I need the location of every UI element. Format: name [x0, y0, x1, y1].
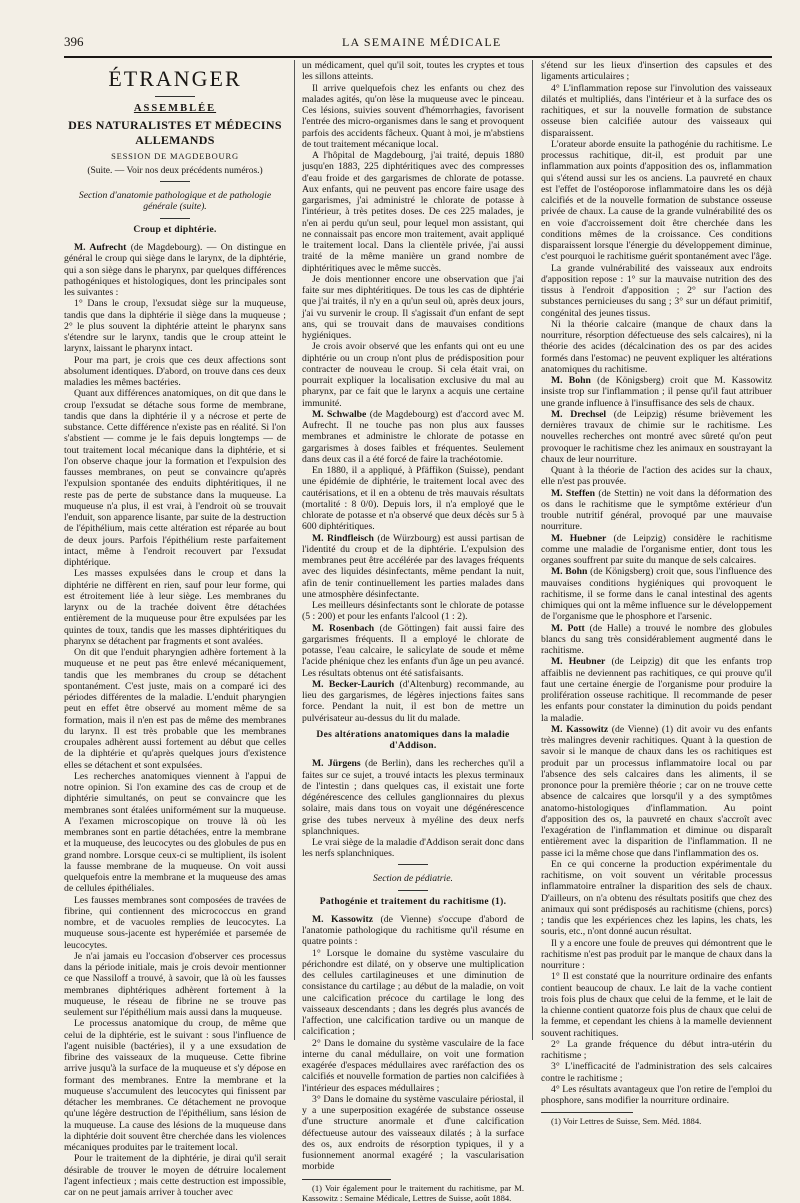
paragraph-text: (de Stettin) ne voit dans la déformation des os dans le rachitisme que le symptôme extérieur d'un trouble nutritif général, provoqué par une mauvaise nourriture.	[541, 487, 772, 533]
paragraph: Il arrive quelquefois chez les enfants ou chez des malades agités, qu'on lèse la muqueuse avec le pinceau. Ces lésions, suivies souvent d'hémorrhagies, favorisent l'entrée des micro-organismes dans le sang et provoquent parfois des accidents fâcheux. Quant à moi, je m'abstiens de tout traitement mécanique local.	[302, 82, 524, 150]
paragraph	[302, 758, 524, 837]
paragraph: 3° L'inefficacité de l'administration des sels calcaires contre le rachitisme ;	[541, 1061, 772, 1084]
paragraph: 3° Dans le domaine du système vasculaire périostal, il y a une superposition exagérée de substance osseuse d'une structure anormale et d'une calcification défectueuse autour des vaisseaux dilatés ; à la surface des os, aux endroits de résorption typiques, il y a fusionnement anormal exagéré ; la vascularisation morbide	[302, 1093, 524, 1173]
paragraph: 1° Dans le croup, l'exsudat siège sur la muqueuse, tandis que dans la diphtérie il siège dans la muqueuse ; 2° le plus souvent la diphtérie atteint le pharynx sans s'étendre sur le larynx, tandis que le croup atteint le larynx, laissant le pharynx intact.	[64, 298, 286, 355]
paragraph	[541, 656, 772, 724]
paragraph: Les masses expulsées dans le croup et dans la diphtérie ne diffèrent en rien, sauf pour leur forme, qui est étroitement liée à leur siège. Les membranes du larynx ou de la trachée doivent être détachées entièrement de la muqueuse pour être expulsées par les quintes de toux, tandis que les masses diphtéritiques du pharynx se détachent par fragments et sont avalées.	[64, 568, 286, 647]
paragraph-text: (de Vienne) (1) dit avoir vu des enfants très malingres devenir rachitiques. Quant à la question de savoir si le manque de chaux dans les os rachitiques est produit par un processus inflammatoire local ou par l'absence des sels calcaires dans les aliments, il se prononce pour la première théorie ; car on ne trouve cette absence de calcaires que lorsqu'il y a des symptômes anatomo-histologiques d'inflammation. Au point d'apposition des os, la pauvreté en chaux s'accroît avec l'exagération de l'inflammation et diminue ou disparaît entièrement avec la disparition de l'inflammation. Il ne passe ici la même chose que dans l'inflammation des os.	[541, 723, 772, 859]
paragraph: 2° La grande fréquence du début intra-utérin du rachitisme ;	[541, 1038, 772, 1061]
paragraph: On dit que l'enduit pharyngien adhère fortement à la muqueuse et ne peut pas être enlevé mécaniquement, tandis que les membranes du croup se détachent spontanément. C'est juste, mais on a comparé ici des périodes différentes de la maladie. L'enduit pharyngien peut en effet être observé au moment même de sa formation, mais il n'en est pas de même des membranes du larynx. Il est très probable que les membranes croupales adhèrent aussi fortement au début que celles de la diphtérie et qu'après quelques jours d'existence elles se détachent et sont expulsées.	[64, 647, 286, 771]
suite-line: (Suite. — Voir nos deux précédents numéros.)	[87, 165, 263, 176]
assembly-name: DES NATURALISTES ET MÉDECINS ALLEMANDS	[68, 118, 282, 148]
paragraph	[302, 679, 524, 724]
paragraph-text: (de Vienne) s'occupe d'abord de l'anatomie pathologique du rachitisme qu'il résume en quatre points :	[302, 913, 524, 948]
paragraph	[302, 914, 524, 948]
section-rule	[155, 96, 195, 97]
paragraph-text: (de Königsberg) croit que M. Kassowitz insiste trop sur l'inflammation ; il pense qu'il faut attribuer une grande influence à l'insuffisance des sels de chaux.	[541, 375, 772, 409]
page-number: 396	[64, 34, 84, 49]
paragraph: 1° Lorsque le domaine du système vasculaire du périchondre est dilaté, on y observe une multiplication des cellules cartilagineuses et une diminution de consistance du cartilage ; au début de la maladie, on voit une calcification précoce du cartilage le long des vaisseaux descendants ; dans les degrés plus avancés de l'affection, une calcification tardive ou un manque de calcification ;	[302, 947, 524, 1038]
paragraph-text: (de Königsberg) croit que, sous l'influence des mauvaises conditions hygiéniques qui provoquent le rachitisme, il se forme dans le canal intestinal des agents chimiques qui ont la même influence sur le développement de l'organisme que le phosphore et l'arsenic.	[541, 566, 772, 623]
speaker-name: M. Becker-Laurich	[312, 678, 395, 690]
speaker-name: M. Huebner	[551, 532, 607, 544]
paragraph: Il y a encore une foule de preuves qui démontrent que le rachitisme n'est pas produit par le manque de chaux dans la nourriture :	[541, 937, 772, 971]
paragraph	[64, 242, 286, 298]
section-heading: Section de pédiatrie.	[373, 872, 453, 884]
paragraph	[541, 566, 772, 622]
column-divider	[294, 60, 295, 1040]
footnote: (1) Voir également pour le traitement du rachitisme, par M. Kassowitz : Semaine Médicale, Lettres de Suisse, août 1884.	[302, 1182, 524, 1203]
column-3	[541, 60, 773, 1127]
paragraph: Ni la théorie calcaire (manque de chaux dans la nourriture, résorption défectueuse des sels calcaires), ni la théorie des acides (décalcination des os par des acides formés dans l'estomac) ne peuvent expliquer les altérations anatomiques du rachitisme.	[541, 318, 772, 375]
paragraph	[541, 488, 772, 533]
speaker-name: M. Schwalbe	[312, 408, 367, 420]
session-line: SESSION DE MAGDEBOURG	[111, 151, 239, 162]
paragraph: Je n'ai jamais eu l'occasion d'observer ces processus dans la période initiale, mais je crois devoir mentionner ce que Nassiloff a trouvé, à savoir, que là où les fausses membranes diphtériques adhèrent fortement à la muqueuse, le réseau de fibrine ne se trouve pas seulement sur l'épithélium mais aussi dans la muqueuse.	[64, 950, 286, 1018]
speaker-name: M. Rindfleisch	[312, 532, 374, 544]
paragraph-text: (de Magdebourg). — On distingue en général le croup qui siège dans le larynx, de la diphtérie, qui a son siège dans le pharynx, par quelques différences pathogéniques et histologiques, dont les principales sont les suivantes :	[64, 242, 286, 298]
paragraph: Je crois avoir observé que les enfants qui ont eu une diphtérie ou un croup n'ont plus de prédisposition pour contracter de nouveau le croup. Si cela était vrai, on pourrait expliquer la localisation exclusive du mal au pharynx, par ce fait que le larynx a acquis une certaine immunité.	[302, 341, 524, 409]
paragraph: Quant aux différences anatomiques, on dit que dans le croup l'exsudat se détache sous forme de membrane, tandis que dans la diphtérie il y a nécrose et perte de substance. Cette différence n'existe pas en réalité. Si l'on s'abstient — comme je le fais depuis longtemps — de tout traitement local mécanique dans la diphtérie, et si l'on observe chaque jour la formation et l'expulsion des fausses membranes, on peut se convaincre qu'après l'expulsion spontanée des enduits diphtéritiques, il ne reste pas de perte de substance dans la muqueuse. La muqueuse n'a plus, il est vrai, à l'endroit où se trouvait l'enduit, son apparence lisante, par suite de la destruction de l'épithélium, mais cette altération est réparée au bout de deux jours. Parfois l'épithélium reste parfaitement intact, même à l'endroit recouvert par l'exsudat diphtérique.	[64, 388, 286, 568]
paragraph: La grande vulnérabilité des vaisseaux aux endroits d'apposition repose : 1° sur la mauvaise nutrition des des tissus à l'endroit d'apposition ; 2° sur l'action des substances pernicieuses du sang ; 3° sur un défaut primitif, congénital des jeunes tissus.	[541, 262, 772, 319]
paragraph-text: (de Magdebourg) est d'accord avec M. Aufrecht. Il ne touche pas non plus aux fausses membranes et administre le chlorate de potasse en gargarismes à doses faibles et fréquentes. Seulement dans deux cas il a été forcé de faire la trachéotomie.	[302, 408, 524, 465]
speaker-name: M. Drechsel	[551, 408, 607, 420]
paragraph	[302, 533, 524, 601]
running-header	[64, 34, 772, 54]
paragraph	[541, 533, 772, 567]
paragraph: s'étend sur les lieux d'insertion des capsules et des ligaments articulaires ;	[541, 60, 772, 83]
subheading: Croup et diphtérie.	[133, 224, 217, 235]
paragraph	[302, 623, 524, 679]
divider	[398, 864, 428, 865]
paragraph-text: (de Berlin), dans les recherches qu'il a faites sur ce sujet, a trouvé intacts les plexus terminaux de l'intestin ; dans quelques cas, il existait une forte dégénérescence des cellules ganglionnaires du plexus solaire, mais dans tous on voyait une dégénérescence grise des tubes nerveux à myéline des deux nerfs splanchniques.	[302, 758, 524, 837]
speaker-name: M. Aufrecht	[74, 242, 127, 253]
footnote: (1) Voir Lettres de Suisse, Sem. Méd. 1884.	[551, 1116, 702, 1127]
speaker-name: M. Bohn	[551, 375, 591, 386]
paragraph: Les recherches anatomiques viennent à l'appui de notre opinion. Si l'on examine des cas de croup et de diphtérie simultanés, on peut se convaincre que les membranes sont étalées uniformément sur la muqueuse. A l'examen microscopique on trouve là où les membranes sont en partie détachées, entre la membrane et la muqueuse, des leucocytes ou des globules de pus en grand nombre. Lorsque ceux-ci se multiplient, ils isolent la fausse membrane de la muqueuse. On voit aussi quelquefois entre la membrane et la muqueuse des amas de cellules épithéliales.	[64, 770, 286, 895]
paragraph: Quant à la théorie de l'action des acides sur la chaux, elle n'est pas prouvée.	[541, 465, 772, 488]
paragraph: 4° Les résultats avantageux que l'on retire de l'emploi du phosphore, sans modifier la nourriture ordinaire.	[541, 1083, 772, 1106]
paragraph-text: (de Leipzig) considère le rachitisme comme une maladie de l'organisme entier, dont tous les organes souffrent par suite du manque de sels calcaires.	[541, 532, 772, 566]
paragraph: Le processus anatomique du croup, de même que celui de la diphtérie, est le suivant : sous l'influence de l'agent nuisible (bactéries), il y a une exsudation de fibrine des vaisseaux de la muqueuse. Cette fibrine arrive jusqu'à la surface de la muqueuse et s'y dépose en formant des membranes. Entre la membrane et la muqueuse s'accumulent des leucocytes qui finissent par détacher les membranes. Ce détachement ne provoque qu'une légère destruction de l'épithélium, sans lésion de la muqueuse. La cause des lésions de la muqueuse dans la diphtérie doit souvent être cherchée dans les violences mécaniques produites par le traitement local.	[64, 1018, 286, 1153]
speaker-name: M. Rosenbach	[312, 622, 375, 634]
assembly-label: ASSEMBLÉE	[133, 103, 217, 114]
footnote-rule	[302, 1179, 391, 1180]
speaker-name: M. Heubner	[551, 656, 606, 668]
paragraph-text: (de Leipzig) dit que les enfants trop affaiblis ne deviennent pas rachitiques, ce qui prouve qu'il faut une certaine énergie de l'organisme pour produire la prolifération osseuse rachitique. Il recommande de peser les enfants pour constater la diminution du poids pendant la maladie.	[541, 656, 772, 724]
paragraph-text: (de Leipzig) résume brièvement les dernières travaux de chimie sur le rachitisme. Les nouvelles recherches ont montré avec sûreté qu'on peut provoquer le rachitisme chez les animaux en soustrayant la chaux de leur nourriture.	[541, 408, 773, 465]
paragraph: 4° L'inflammation repose sur l'involution des vaisseaux dilatés et multipliés, dans l'intérieur et à la surface des os rachitiques, et sur la nouvelle formation de substance osseuse bien calcifiée autour des vaisseaux qui disparaissent.	[541, 82, 772, 139]
subheading: Pathogénie et traitement du rachitisme (1).	[319, 896, 507, 907]
divider	[160, 181, 190, 182]
paragraph	[541, 623, 772, 657]
paragraph: Pour ma part, je crois que ces deux affections sont absolument identiques. D'abord, on trouve dans ces deux maladies les mêmes bactéries.	[64, 354, 286, 388]
paragraph: Je dois mentionner encore une observation que j'ai faite sur mes diphtéritiques. De tous les cas de diphtérie que j'ai traités, il n'y en a qu'un seul où, après deux jours, j'ai vu survenir le croup. Il s'agissait d'un enfant de sept ans, qui se trouvait dans de mauvaises conditions hygiéniques.	[302, 273, 524, 341]
paragraph: En 1880, il a appliqué, à Pfäffikon (Suisse), pendant une épidémie de diphtérie, le traitement local avec des cautérisations, et il en a obtenu de très mauvais résultats (mortalité : 8 0/0). Depuis lors, il n'a employé que le chlorate de potasse et n'a observé que deux décès sur 5 à 600 diphtéritiques.	[302, 465, 524, 533]
paragraph-text: (de Göttingen) fait aussi faire des gargarismes fréquents. Il a employé le chlorate de potasse, l'eau calcaire, le salicylate de soude et même l'acide phénique chez les enfants d'un âge un peu avancé. Les résultats obtenus ont été satisfaisants.	[302, 622, 524, 679]
paragraph: En ce qui concerne la production expérimentale du rachitisme, on voit souvent un véritable processus inflammatoire entraîner la disparition des sels de chaux. D'ailleurs, on n'a obtenu des résultats positifs que chez des animaux qui sont prédisposés au rachitisme (chiens, porcs) ; tandis que les expériences chez les lapins, les chats, les souris, etc., n'ont donné aucun résultat.	[541, 858, 772, 938]
speaker-name: M. Kassowitz	[312, 913, 374, 925]
column-1	[64, 60, 286, 1198]
paragraph	[541, 724, 772, 859]
paragraph-text: (d'Altenburg) recommande, au lieu des gargarismes, de légères injections faites sans force. Pendant la nuit, il est bon de mettre un pulvérisateur au-dessus du lit du malade.	[302, 678, 524, 724]
paragraph: 1° Il est constaté que la nourriture ordinaire des enfants contient beaucoup de chaux. Le lait de la vache contient trois fois plus de chaux que celui de la femme, et le lait de la chienne contient quatorze fois plus de chaux que celui de la femme, et cependant les chiens à la mamelle deviennent souvent rachitiques.	[541, 971, 772, 1039]
paragraph: Le vrai siège de la maladie d'Addison serait donc dans les nerfs splanchniques.	[302, 837, 524, 860]
header-rule	[64, 56, 772, 58]
paragraph: A l'hôpital de Magdebourg, j'ai traité, depuis 1880 jusqu'en 1883, 225 diphtéritiques avec des compresses d'eau froide et des gargarismes de chlorate de potasse. Aux enfants, qui ne peuvent pas encore faire usage des gargarismes, j'ai administré le chlorate de potasse à l'intérieur, à très petites doses. De ces 225 malades, je n'en ai perdu qu'un seul, pour lequel mon assistant, qui ne connaissait pas encore mon traitement, avait appliqué le traitement local. Dans la clientèle privée, j'ai aussi traité de la même manière un grand nombre de diphtéritiques avec le même succès.	[302, 150, 524, 274]
paragraph: 2° Dans le domaine du système vasculaire de la face interne du canal médullaire, on voit une formation exagérée d'espaces médullaires avec raréfaction des os calcifiés et nouvelle formation de parties non calcifiées à l'intérieur des espaces médullaires ;	[302, 1037, 524, 1094]
speaker-name: M. Bohn	[551, 566, 588, 578]
paragraph: un médicament, quel qu'il soit, toutes les cryptes et tous les sillons atteints.	[302, 60, 524, 83]
paragraph: L'orateur aborde ensuite la pathogénie du rachitisme. Le processus rachitique, dit-il, est produit par une inflammation aux points d'apposition des os, inflammation qui s'étend aussi sur les os anciens. La pauvreté en chaux est l'effet de l'ostéoporose inflammatoire dans les os déjà calcifiés et de la nouvelle formation de substance osseuse privée de chaux. La cause de la grande vulnérabilité des os en voie d'accroissement doit être cherchée dans les conditions mêmes de la croissance. Ces conditions disparaissent lorsque l'énergie du développement diminue, c'est pourquoi le rachitisme guérit spontanément avec l'âge.	[541, 138, 772, 263]
paragraph-text: (de Würzbourg) est aussi partisan de l'identité du croup et de la diphtérie. L'expulsion des membranes peut être accélérée par des lavages fréquents avec des liquides désinfectants, même pendant la nuit, afin de tenir continuellement les parties malades dans une atmosphère désinfectante.	[302, 532, 524, 600]
column-2	[302, 60, 524, 1203]
paragraph	[541, 375, 772, 409]
section-heading: Section d'anatomie pathologique et de pathologie générale (suite).	[78, 189, 272, 212]
column-divider	[532, 60, 533, 1040]
speaker-name: M. Kassowitz	[551, 723, 609, 735]
paragraph	[302, 409, 524, 465]
divider	[398, 890, 428, 891]
paragraph: Les fausses membranes sont composées de travées de fibrine, qui contiennent des micrococcus en grand nombre, et de vacuoles remplies de leucocytes. La muqueuse sous-jacente est hyperémiée et parsemée de leucocytes.	[64, 894, 286, 951]
speaker-name: M. Jürgens	[312, 758, 361, 770]
speaker-name: M. Pott	[551, 622, 585, 634]
divider	[160, 218, 190, 219]
paragraph	[541, 409, 772, 465]
paragraph: Pour le traitement de la diphtérie, je dirai qu'il serait désirable de trouver le moyen de détruire localement l'agent infectieux ; mais cette destruction est impossible, car on ne peut jamais arriver à toucher avec	[64, 1153, 286, 1198]
journal-title: LA SEMAINE MÉDICALE	[342, 35, 502, 49]
section-title: ÉTRANGER	[108, 66, 242, 91]
paragraph-text: (de Halle) a trouvé le nombre des globules blancs du sang très considérablement augmenté dans le rachitisme.	[541, 622, 772, 656]
paragraph: Les meilleurs désinfectants sont le chlorate de potasse (5 : 200) et pour les enfants l'alcool (1 : 2).	[302, 600, 524, 623]
speaker-name: M. Steffen	[551, 487, 595, 499]
subheading: Des altérations anatomiques dans la maladie d'Addison.	[316, 729, 510, 751]
footnote-rule	[541, 1112, 633, 1113]
